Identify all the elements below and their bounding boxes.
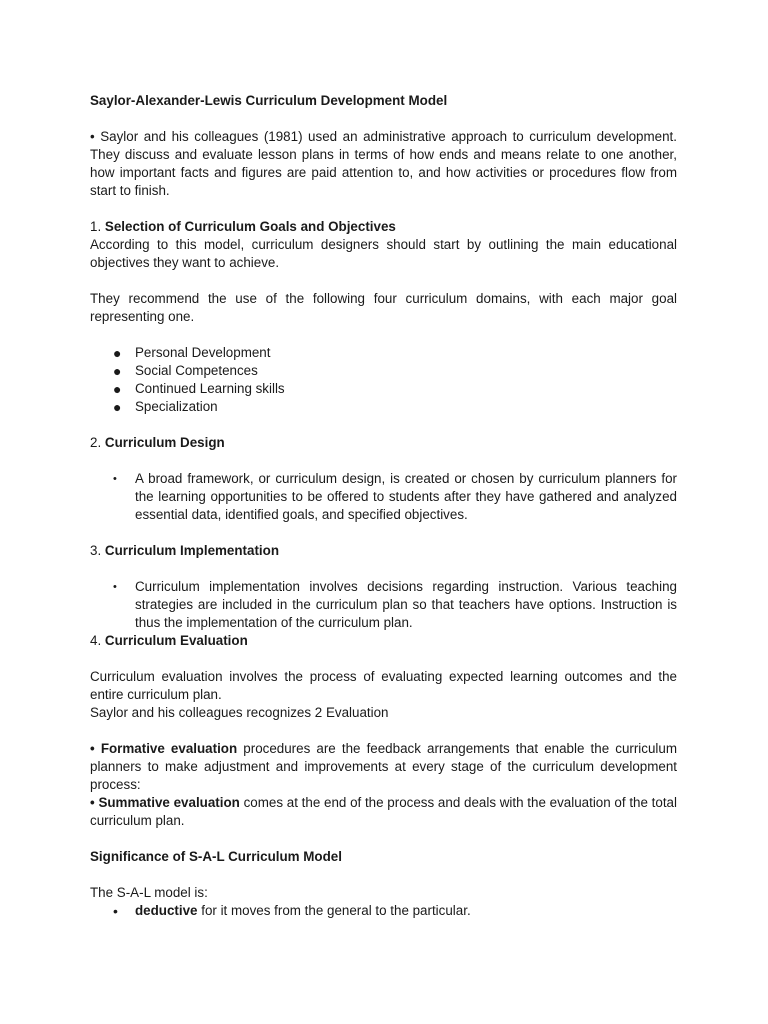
summative-text: comes at the end of the process and deals with the evaluation of the total curriculum plan. bbox=[90, 795, 677, 828]
formative-bullet: • bbox=[90, 741, 95, 756]
list-item bbox=[90, 380, 677, 398]
section-4-paragraph-1: Curriculum evaluation involves the process of evaluating expected learning outcomes and the entire curriculum plan. bbox=[90, 669, 677, 702]
bullet-icon: ● bbox=[113, 363, 122, 379]
bullet-icon: ● bbox=[113, 381, 122, 397]
list-item bbox=[90, 470, 677, 524]
section-2-heading bbox=[90, 434, 677, 452]
list-item-text: A broad framework, or curriculum design, is created or chosen by curriculum planners for the learning opportunities to be offered to students after they have gathered and analyzed essential data, identified goals, and specified objectives. bbox=[135, 471, 677, 522]
list-item-term: deductive bbox=[135, 903, 198, 918]
section-4-title: Curriculum Evaluation bbox=[104, 633, 248, 648]
section-2-number: 2. bbox=[90, 435, 102, 450]
list-item-text: Specialization bbox=[135, 399, 218, 414]
section-4-paragraph-2: Saylor and his colleagues recognizes 2 Evaluation bbox=[90, 705, 389, 720]
list-item-text: Continued Learning skills bbox=[135, 381, 285, 396]
significance-intro: The S-A-L model is: bbox=[90, 885, 208, 900]
list-item-text: Social Competences bbox=[135, 363, 258, 378]
intro-paragraph: • Saylor and his colleagues (1981) used an administrative approach to curriculum development. They discuss and evaluate lesson plans in terms of how ends and means relate to one another, how important facts and figures are paid attention to, and how activities or procedures flow from start to finish. bbox=[90, 129, 677, 198]
significance-list bbox=[90, 902, 677, 920]
list-item-text: for it moves from the general to the particular. bbox=[197, 903, 471, 918]
section-3-number: 3. bbox=[90, 543, 102, 558]
list-item-text: Personal Development bbox=[135, 345, 271, 360]
section-3-title: Curriculum Implementation bbox=[104, 543, 280, 558]
section-3-heading bbox=[90, 542, 677, 560]
list-item bbox=[90, 362, 677, 380]
section-4-heading bbox=[90, 632, 677, 650]
section-1-heading bbox=[90, 218, 677, 236]
section-2-title: Curriculum Design bbox=[104, 435, 225, 450]
summative-evaluation-paragraph bbox=[90, 794, 677, 830]
document-page bbox=[90, 92, 677, 920]
section-1-number: 1. bbox=[90, 219, 102, 234]
summative-term: Summative evaluation bbox=[98, 795, 240, 810]
formative-text: procedures are the feedback arrangements that enable the curriculum planners to make adjustment and improvements at every stage of the curriculum development process: bbox=[90, 741, 678, 792]
list-item-text: Curriculum implementation involves decisions regarding instruction. Various teaching strategies are included in the curriculum plan so that teachers have options. Instruction is thus the implementation of the curriculum plan. bbox=[135, 579, 677, 630]
document-title: Saylor-Alexander-Lewis Curriculum Development Model bbox=[90, 93, 448, 108]
bullet-icon: ● bbox=[113, 345, 122, 361]
section-1-title: Selection of Curriculum Goals and Objectives bbox=[104, 219, 396, 234]
section-4-number: 4. bbox=[90, 633, 102, 648]
bullet-icon: • bbox=[113, 581, 117, 593]
formative-evaluation-paragraph bbox=[90, 740, 677, 794]
curriculum-domains-list bbox=[90, 344, 677, 416]
list-item bbox=[90, 398, 677, 416]
significance-heading: Significance of S-A-L Curriculum Model bbox=[90, 849, 342, 864]
curriculum-design-list bbox=[90, 470, 677, 524]
bullet-icon: ● bbox=[113, 399, 122, 415]
list-item bbox=[90, 902, 677, 920]
list-item bbox=[90, 344, 677, 362]
list-item bbox=[90, 578, 677, 632]
section-1-paragraph-2: They recommend the use of the following four curriculum domains, with each major goal representing one. bbox=[90, 291, 677, 324]
summative-bullet: • bbox=[90, 795, 95, 810]
formative-term: Formative evaluation bbox=[100, 741, 238, 756]
section-1-paragraph-1: According to this model, curriculum designers should start by outlining the main educational objectives they want to achieve. bbox=[90, 237, 677, 270]
curriculum-implementation-list bbox=[90, 578, 677, 632]
bullet-icon: • bbox=[113, 473, 117, 485]
bullet-icon: • bbox=[113, 903, 118, 919]
